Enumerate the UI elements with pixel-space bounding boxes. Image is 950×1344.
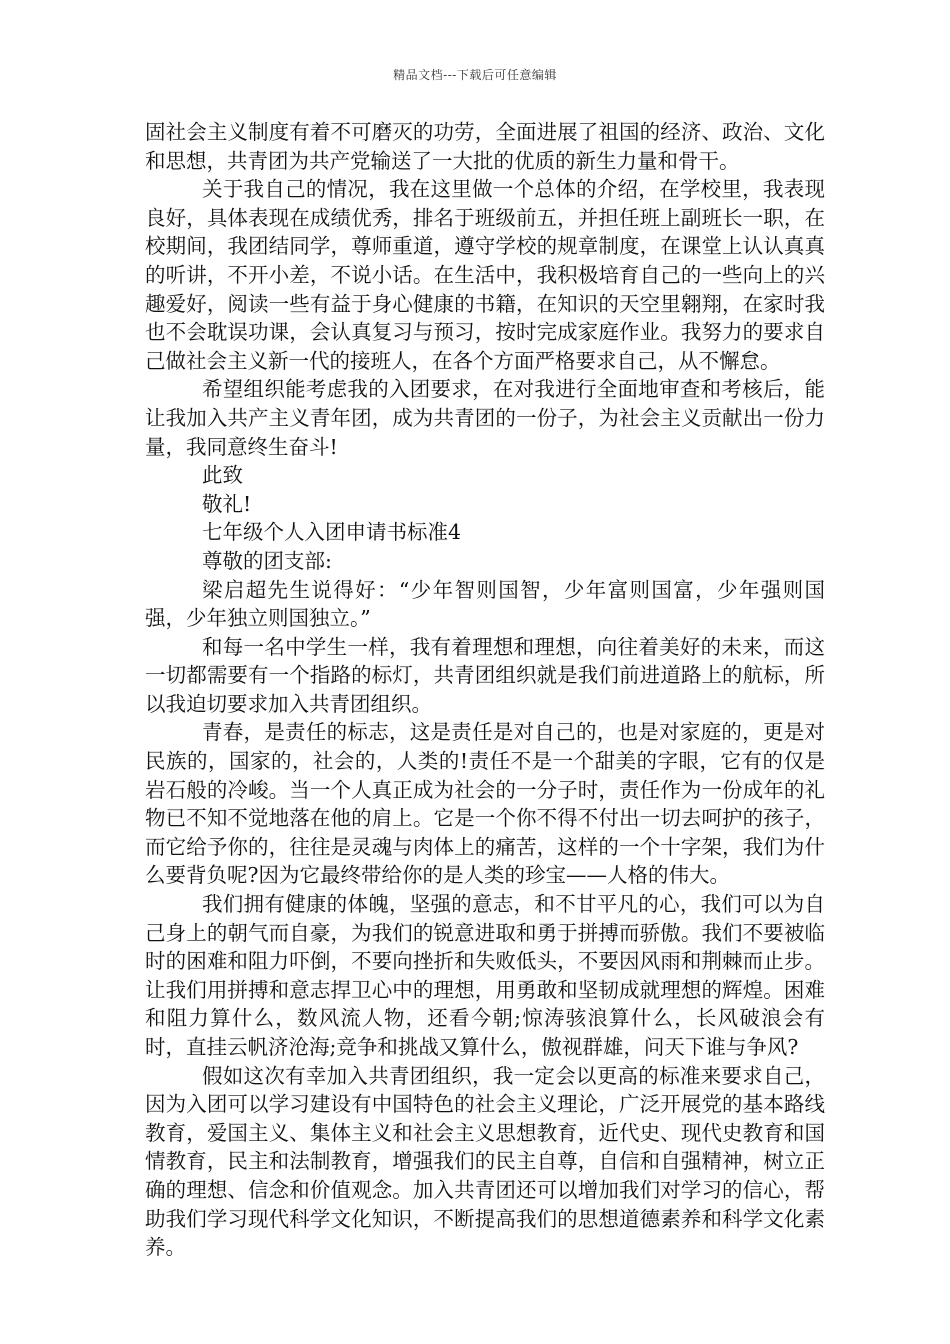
paragraph-perseverance: 我们拥有健康的体魄，坚强的意志，和不甘平凡的心，我们可以为自己身上的朝气而自豪，为我们的锐意进取和勇于拼搏而骄傲。我们不要被临时的困难和阻力吓倒，不要向挫折和失败低头，不要因风雨和荆棘而止步。让我们用拼搏和意志捍卫心中的理想，用勇敢和坚韧成就理想的辉煌。困难和阻力算什么，数风流人物，还看今朝;惊涛骇浪算什么，长风破浪会有时，直挂云帆济沧海;竞争和挑战又算什么，傲视群雄，问天下谁与争风? (145, 892, 825, 1059)
paragraph-self-introduction: 关于我自己的情况，我在这里做一个总体的介绍，在学校里，我表现良好，具体表现在成绩优秀，排名于班级前五，并担任班上副班长一职，在校期间，我团结同学，尊师重道，遵守学校的规章制度，在课堂上认认真真的听讲，不开小差，不说小话。在生活中，我积极培育自己的一些向上的兴趣爱好，阅读一些有益于身心健康的书籍，在知识的天空里翱翔，在家时我也不会耽误功课，会认真复习与预习，按时完成家庭作业。我努力的要求自己做社会主义新一代的接班人，在各个方面严格要求自己，从不懈怠。 (145, 177, 825, 373)
page-header: 精品文档---下载后可任意编辑 (393, 68, 557, 82)
paragraph-continuation: 固社会主义制度有着不可磨灭的功劳，全面进展了祖国的经济、政治、文化和思想，共青团为共产党输送了一大批的优质的新生力量和骨干。 (145, 120, 825, 173)
paragraph-responsibility: 青春，是责任的标志，这是责任是对自己的，也是对家庭的，更是对民族的，国家的，社会的，人类的!责任不是一个甜美的字眼，它有的仅是岩石般的冷峻。当一个人真正成为社会的一分子时，责任作为一份成年的礼物已不知不觉地落在他的肩上。它是一个你不得不付出一切去呵护的孩子，而它给予你的，往往是灵魂与肉体上的痛苦，这样的一个十字架，我们为什么要背负呢?因为它最终带给你的是人类的珍宝——人格的伟大。 (145, 720, 825, 888)
paragraph-request: 希望组织能考虑我的入团要求，在对我进行全面地审查和考核后，能让我加入共产主义青年团，成为共青团的一份子，为社会主义贡献出一份力量，我同意终生奋斗! (145, 377, 825, 459)
closing-regards: 敬礼! (202, 491, 252, 516)
letter-greeting: 尊敬的团支部: (202, 548, 332, 573)
section-heading: 七年级个人入团申请书标准4 (202, 520, 462, 545)
paragraph-quote: 梁启超先生说得好：“少年智则国智，少年富则国富，少年强则国强，少年独立则国独立。” (145, 577, 825, 631)
document-body (145, 118, 825, 1262)
paragraph-commitment: 假如这次有幸加入共青团组织，我一定会以更高的标准来要求自己，因为入团可以学习建设有中国特色的社会主义理论，广泛开展党的基本路线教育，爱国主义、集体主义和社会主义思想教育，近代史、现代史教育和国情教育，民主和法制教育，增强我们的民主自尊，自信和自强精神，树立正确的理想、信念和价值观念。加入共青团还可以增加我们对学习的信心，帮助我们学习现代科学文化知识，不断提高我们的思想道德素养和科学文化素养。 (145, 1063, 825, 1260)
closing-salutation: 此致 (202, 463, 243, 488)
paragraph-aspiration: 和每一名中学生一样，我有着理想和理想，向往着美好的未来，而这一切都需要有一个指路的标灯，共青团组织就是我们前进道路上的航标，所以我迫切要求加入共青团组织。 (145, 634, 825, 716)
